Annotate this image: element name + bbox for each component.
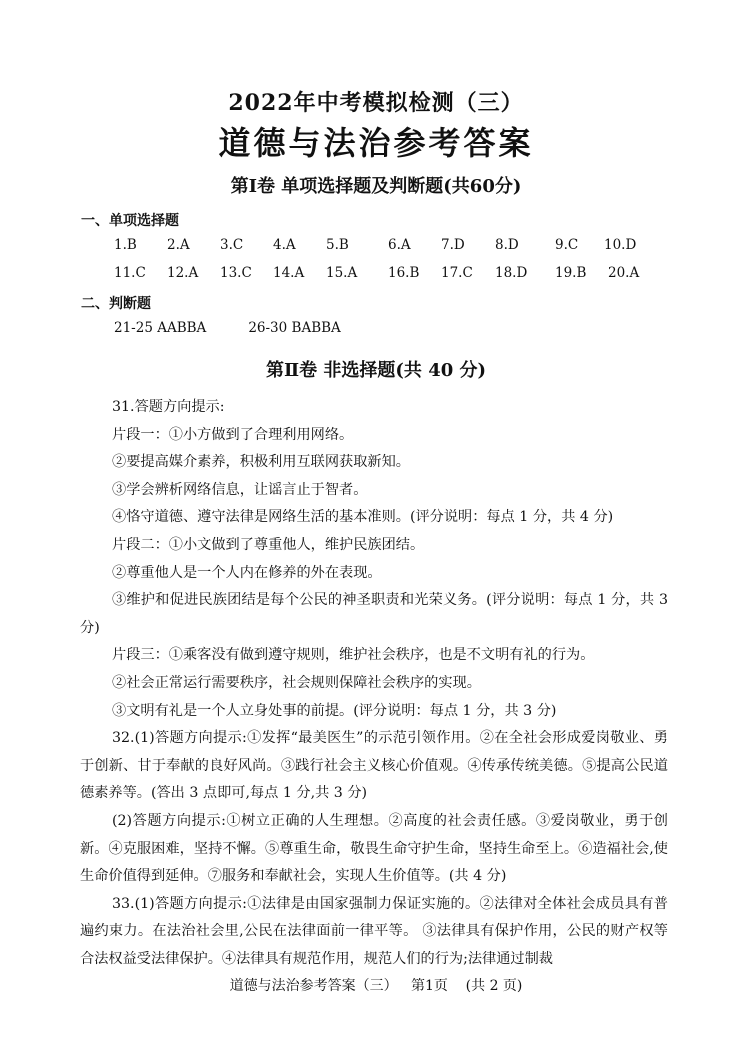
choice-answer: 7.D	[441, 237, 465, 253]
judge-heading: 二、判断题	[81, 296, 151, 312]
part2-answers	[80, 394, 668, 973]
choice-answer: 14.A	[273, 265, 305, 281]
document-title: 道德与法治参考答案	[218, 124, 534, 162]
choice-answer: 13.C	[220, 265, 252, 281]
choice-answer: 6.A	[388, 237, 411, 253]
choice-answer: 11.C	[114, 265, 146, 281]
choice-answer: 4.A	[273, 237, 296, 253]
judge-answer: 21-25 AABBA	[114, 320, 207, 336]
choice-answer: 2.A	[167, 237, 190, 253]
choice-answer: 19.B	[555, 265, 587, 281]
choice-answer: 1.B	[114, 237, 137, 253]
exam-title: 2022年中考模拟检测（三）	[228, 90, 524, 116]
choice-answer: 3.C	[220, 237, 244, 253]
choice-answer: 8.D	[495, 237, 519, 253]
answer-paragraph: (2)答题方向提示:①树立正确的人生理想。②高度的社会责任感。③爱岗敬业，勇于创新。④克服困难，坚持不懈。⑤尊重生命，敬畏生命守护生命，坚持生命至上。⑥造福社会,使生命价值得到延伸。⑦服务和奉献社会，实现人生价值等。(共 4 分)	[80, 812, 668, 885]
choice-answer: 20.A	[608, 265, 640, 281]
choice-heading: 一、单项选择题	[81, 213, 179, 229]
answer-paragraph: ④恪守道德、遵守法律是网络生活的基本准则。(评分说明：每点 1 分，共 4 分)	[112, 509, 614, 526]
answer-paragraph: 片段一：①小方做到了合理利用网络。	[112, 426, 354, 443]
choice-answer: 9.C	[555, 237, 579, 253]
choice-answer: 12.A	[167, 265, 199, 281]
answer-paragraph: ②社会正常运行需要秩序，社会规则保障社会秩序的实现。	[112, 674, 481, 691]
part2-title: 第Ⅱ卷 非选择题(共 40 分)	[265, 360, 487, 381]
page-footer: 道德与法治参考答案（三） 第1页 (共 2 页)	[229, 978, 523, 994]
choice-answer: 16.B	[388, 265, 420, 281]
part1-title: 第Ⅰ卷 单项选择题及判断题(共60分)	[230, 176, 522, 197]
answer-paragraph: ③维护和促进民族团结是每个公民的神圣职责和光荣义务。(评分说明：每点 1 分，共 3 分)	[80, 592, 668, 636]
answer-paragraph: 片段三：①乘客没有做到遵守规则，维护社会秩序，也是不文明有礼的行为。	[112, 647, 595, 664]
answer-paragraph: 31.答题方向提示:	[112, 399, 225, 415]
choice-answer: 15.A	[326, 265, 358, 281]
answer-paragraph: ②要提高媒介素养，积极利用互联网获取新知。	[112, 454, 410, 471]
answer-paragraph: ③学会辨析网络信息，让谣言止于智者。	[112, 481, 368, 498]
answer-paragraph: 33.(1)答题方向提示:①法律是由国家强制力保证实施的。②法律对全体社会成员具有普遍约束力。在法治社会里,公民在法律面前一律平等。 ③法律具有保护作用，公民的财产权等合法权益受法律保护。④法律具有规范作用，规范人们的行为;法律通过制裁	[80, 895, 668, 967]
choice-answer: 18.D	[495, 265, 528, 281]
choice-answer: 17.C	[441, 265, 473, 281]
answer-paragraph: ②尊重他人是一个人内在修养的外在表现。	[112, 564, 382, 581]
judge-answer: 26-30 BABBA	[248, 320, 341, 336]
judge-answers	[114, 320, 383, 336]
choice-answer: 10.D	[604, 237, 637, 253]
answer-paragraph: ③文明有礼是一个人立身处事的前提。(评分说明：每点 1 分，共 3 分)	[112, 702, 557, 719]
choice-answer: 5.B	[326, 237, 349, 253]
answer-paragraph: 片段二：①小文做到了尊重他人，维护民族团结。	[112, 536, 425, 553]
answer-paragraph: 32.(1)答题方向提示:①发挥“最美医生”的示范引领作用。②在全社会形成爱岗敬业、勇于创新、甘于奉献的良好风尚。③践行社会主义核心价值观。④传承传统美德。⑤提高公民道德素养等。(答出 3 点即可,每点 1 分,共 3 分)	[80, 730, 668, 802]
